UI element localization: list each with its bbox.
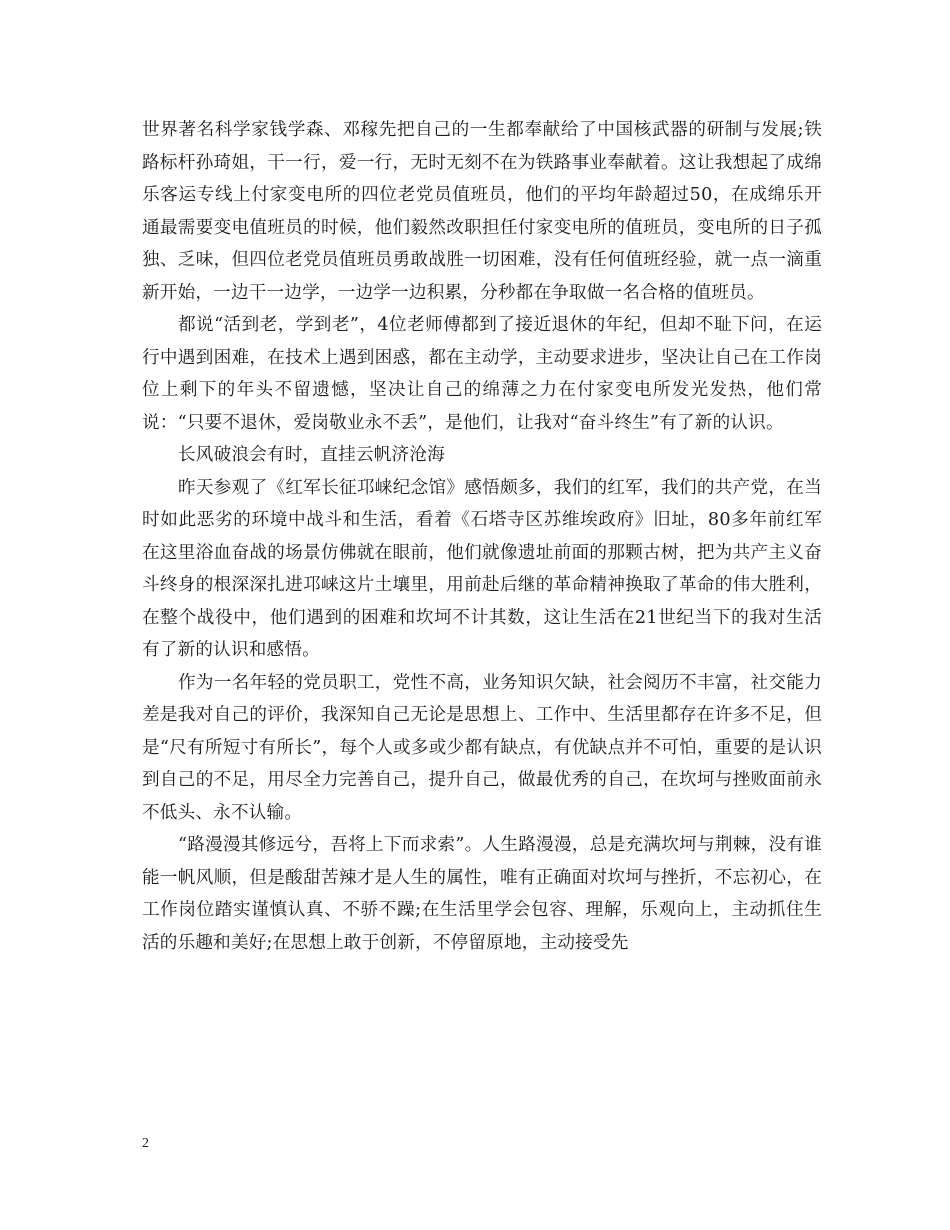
body-text: [142, 114, 822, 959]
paragraph-5: “路漫漫其修远兮，吾将上下而求索”。人生路漫漫，总是充满坎坷与荆棘，没有谁能一帆风顺，但是酸甜苦辣才是人生的属性，唯有正确面对坎坷与挫折，不忘初心，在工作岗位踏实谨慎认真、不骄不躁;在生活里学会包容、理解，乐观向上，主动抓住生活的乐趣和美好;在思想上敢于创新，不停留原地，主动接受先: [142, 835, 822, 953]
section-heading: 长风破浪会有时，直挂云帆济沧海: [178, 445, 445, 465]
paragraph-4: 作为一名年轻的党员职工，党性不高，业务知识欠缺，社会阅历不丰富，社交能力差是我对自己的评价，我深知自己无论是思想上、工作中、生活里都存在许多不足，但是“尺有所短寸有所长”，每个人或多或少都有缺点，有优缺点并不可怕，重要的是认识到自己的不足，用尽全力完善自己，提升自己，做最优秀的自己，在坎坷与挫败面前永不低头、永不认输。: [142, 672, 822, 823]
paragraph-1: 世界著名科学家钱学森、邓稼先把自己的一生都奉献给了中国核武器的研制与发展;铁路标杆孙琦姐，干一行，爱一行，无时无刻不在为铁路事业奉献着。这让我想起了成绵乐客运专线上付家变电所的四位老党员值班员，他们的平均年龄超过50，在成绵乐开通最需要变电值班员的时候，他们毅然改职担任付家变电所的值班员，变电所的日子孤独、乏味，但四位老党员值班员勇敢战胜一切困难，没有任何值班经验，就一点一滴重新开始，一边干一边学，一边学一边积累，分秒都在争取做一名合格的值班员。: [142, 120, 822, 303]
paragraph-2: 都说“活到老，学到老”，4位老师傅都到了接近退休的年纪，但却不耻下问，在运行中遇到困难，在技术上遇到困惑，都在主动学，主动要求进步，坚决让自己在工作岗位上剩下的年头不留遗憾，坚决让自己的绵薄之力在付家变电所发光发热，他们常说：“只要不退休，爱岗敬业永不丢”，是他们，让我对“奋斗终生”有了新的认识。: [142, 315, 822, 433]
paragraph-3: 昨天参观了《红军长征邛崃纪念馆》感悟颇多，我们的红军，我们的共产党，在当时如此恶劣的环境中战斗和生活，看着《石塔寺区苏维埃政府》旧址，80多年前红军在这里浴血奋战的场景仿佛就在眼前，他们就像遗址前面的那颗古树，把为共产主义奋斗终身的根深深扎进邛崃这片土壤里，用前赴后继的革命精神换取了革命的伟大胜利，在整个战役中，他们遇到的困难和坎坷不计其数，这让生活在21世纪当下的我对生活有了新的认识和感悟。: [142, 477, 822, 660]
page-number: 2: [142, 1136, 149, 1151]
